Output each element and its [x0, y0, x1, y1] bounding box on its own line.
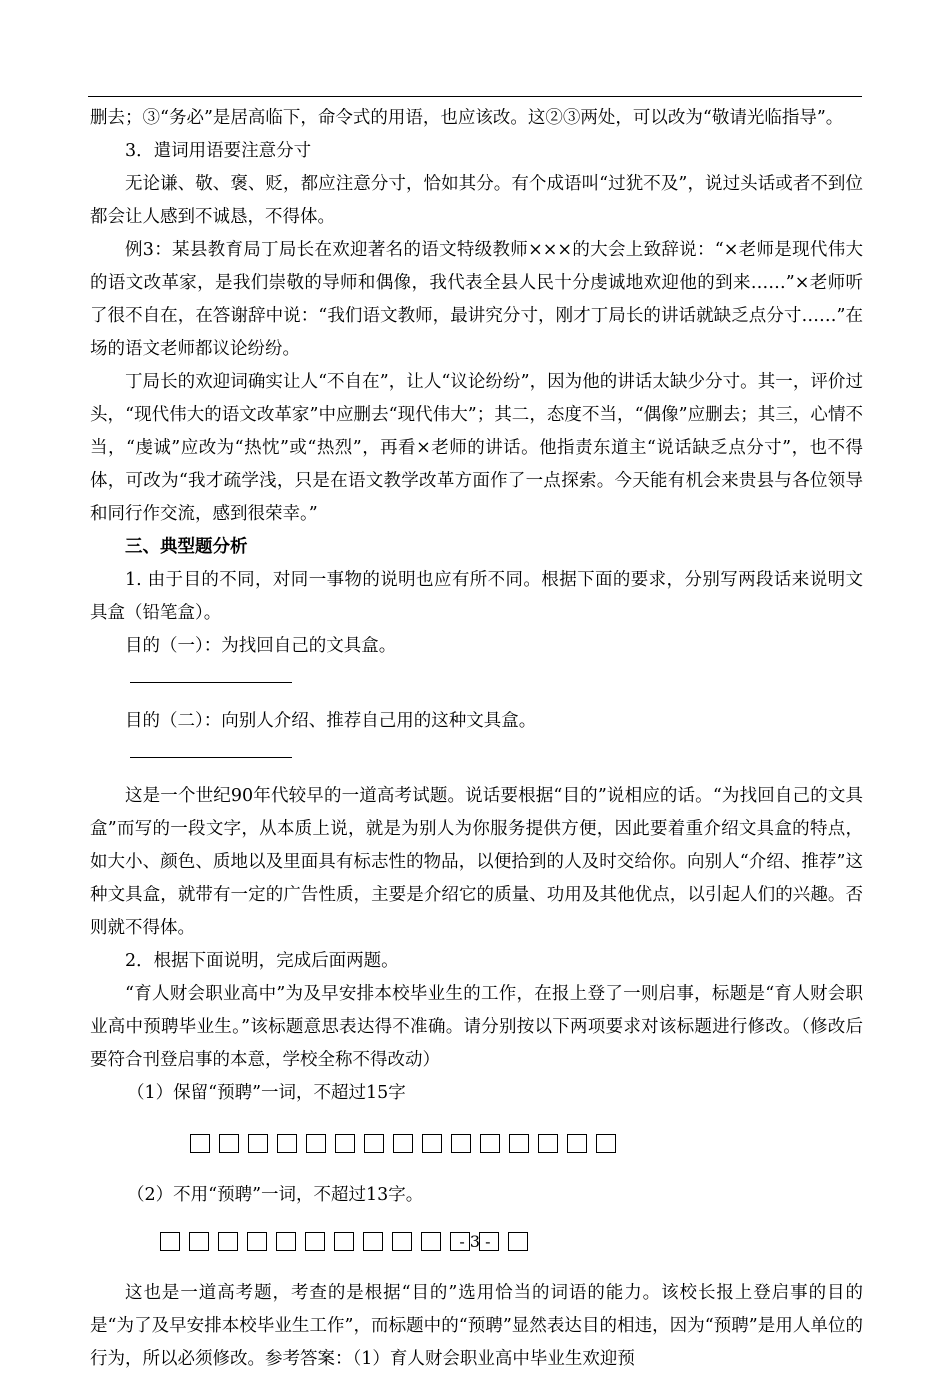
paragraph: 例3：某县教育局丁局长在欢迎著名的语文特级教师×××的大会上致辞说：“×老师是现代伟大的语文改革家，是我们崇敬的导师和偶像，我代表全县人民十分虔诚地欢迎他的到来……”×老师听了很不自在，在答谢辞中说：“我们语文教师，最讲究分寸，刚才丁局长的讲话就缺乏点分寸……”在场的语文老师都议论纷纷。: [90, 240, 863, 359]
answer-box: [335, 1134, 355, 1153]
answer-box: [567, 1134, 587, 1153]
answer-box: [422, 1134, 442, 1153]
answer-box: [596, 1134, 616, 1153]
answer-box: [219, 1134, 239, 1153]
answer-box: [538, 1134, 558, 1153]
question-prompt: 目的（一）：为找回自己的文具盒。: [125, 636, 397, 656]
section-heading: 3．遣词用语要注意分寸: [125, 141, 312, 161]
answer-box: [480, 1134, 500, 1153]
paragraph: “育人财会职业高中”为及早安排本校毕业生的工作，在报上登了一则启事，标题是“育人财会职业高中预聘毕业生。”该标题意思表达得不准确。请分别按以下两项要求对该标题进行修改。（修改后要符合刊登启事的本意，学校全称不得改动）: [90, 984, 863, 1070]
answer-box: [190, 1134, 210, 1153]
paragraph: 无论谦、敬、褒、贬，都应注意分寸，恰如其分。有个成语叫“过犹不及”，说过头话或者不到位都会让人感到不诚恳，不得体。: [90, 174, 863, 227]
answer-box: [393, 1134, 413, 1153]
answer-box: [509, 1134, 529, 1153]
question-prompt: 目的（二）：向别人介绍、推荐自己用的这种文具盒。: [125, 711, 537, 731]
answer-box-row: [90, 1134, 863, 1153]
answer-box: [277, 1134, 297, 1153]
section-heading: 三、典型题分析: [125, 537, 248, 557]
answer-box: [248, 1134, 268, 1153]
sub-question: （2）不用“预聘”一词，不超过13字。: [127, 1185, 424, 1205]
page-number: - 3 -: [459, 1232, 491, 1251]
paragraph: 丁局长的欢迎词确实让人“不自在”，让人“议论纷纷”，因为他的讲话太缺少分寸。其一，评价过头，“现代伟大的语文改革家”中应删去“现代伟大”；其二，态度不当，“偶像”应删去；其三，心情不当，“虔诚”应改为“热忱”或“热烈”，再看×老师的讲话。他指责东道主“说话缺乏点分寸”，也不得体，可改为“我才疏学浅，只是在语文教学改革方面作了一点探索。今天能有机会来贵县与各位领导和同行作交流，感到很荣幸。”: [90, 372, 863, 524]
answer-box: [451, 1134, 471, 1153]
answer-line: [130, 682, 292, 683]
sub-question: （1）保留“预聘”一词，不超过15字: [127, 1083, 406, 1103]
paragraph: 这也是一道高考题，考查的是根据“目的”选用恰当的词语的能力。该校长报上登启事的目的是“为了及早安排本校毕业生工作”，而标题中的“预聘”显然表达目的相违，因为“预聘”是用人单位的行为，所以必须修改。参考答案：（1）育人财会职业高中毕业生欢迎预: [90, 1283, 863, 1369]
paragraph: 删去；③“务必”是居高临下，命令式的用语，也应该改。这②③两处，可以改为“敬请光临指导”。: [90, 108, 844, 128]
answer-line: [130, 757, 292, 758]
question: 1. 由于目的不同，对同一事物的说明也应有所不同。根据下面的要求，分别写两段话来说明文具盒（铅笔盒）。: [90, 570, 863, 623]
answer-box: [306, 1134, 326, 1153]
paragraph: 这是一个世纪90年代较早的一道高考试题。说话要根据“目的”说相应的话。“为找回自己的文具盒”而写的一段文字，从本质上说，就是为别人为你服务提供方便，因此要着重介绍文具盒的特点，如大小、颜色、质地以及里面具有标志性的物品，以便拾到的人及时交给你。向别人“介绍、推荐”这种文具盒，就带有一定的广告性质，主要是介绍它的质量、功用及其他优点，以引起人们的兴趣。否则就不得体。: [90, 786, 863, 938]
header-rule: [88, 96, 862, 97]
page-body: [90, 102, 863, 1376]
question: 2．根据下面说明，完成后面两题。: [125, 951, 399, 971]
answer-box: [364, 1134, 384, 1153]
